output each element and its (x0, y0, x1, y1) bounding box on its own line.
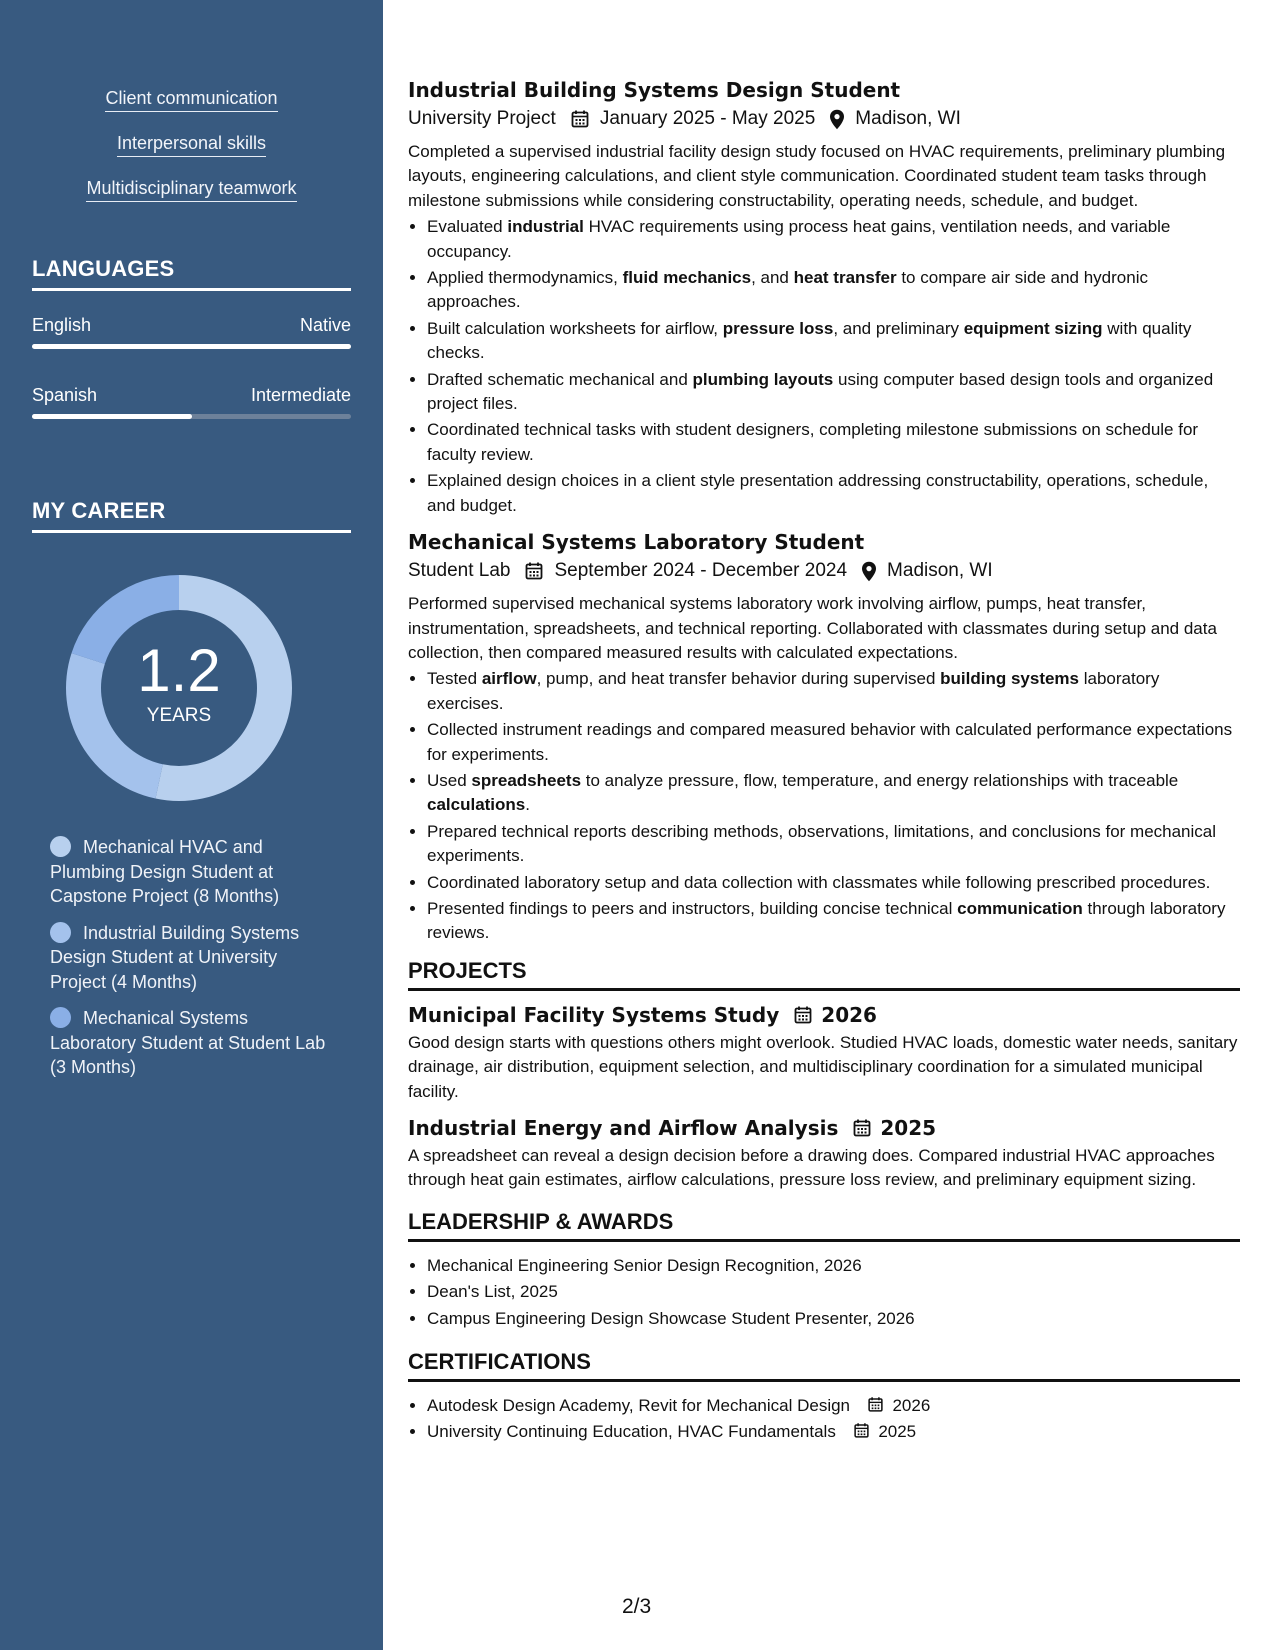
certification-year: 2026 (892, 1396, 931, 1416)
career-heading: MY CAREER (32, 498, 351, 533)
language-spanish (32, 385, 351, 419)
job-dates: January 2025 - May 2025 (599, 108, 816, 129)
career-donut-center (66, 575, 292, 801)
job-org: University Project (408, 108, 556, 129)
career-item-text: Mechanical Systems Laboratory Student at Student Lab (3 Months) (50, 1008, 326, 1077)
awards-heading: LEADERSHIP & AWARDS (408, 1209, 1240, 1242)
calendar-icon (524, 561, 544, 581)
certification-year: 2025 (878, 1422, 917, 1442)
main-content (408, 78, 1240, 1457)
experience-entry (408, 530, 1240, 946)
language-bar-fill (32, 414, 192, 419)
award-item: • Mechanical Engineering Senior Design Recognition, 2026 (427, 1254, 1240, 1278)
award-item: • Campus Engineering Design Showcase Student Presenter, 2026 (427, 1307, 1240, 1331)
career-item-text: Mechanical HVAC and Plumbing Design Student at Capstone Project (8 Months) (50, 837, 280, 906)
bullet-item: • Coordinated laboratory setup and data collection with classmates while following prescribed procedures. (427, 871, 1240, 895)
calendar-icon (793, 1005, 813, 1025)
project-title: Industrial Energy and Airflow Analysis (408, 1116, 839, 1140)
bullet-item: • Drafted schematic mechanical and plumbing layouts using computer based design tools and organized project files. (427, 368, 1240, 417)
project-year: 2025 (880, 1116, 937, 1140)
award-item: • Dean's List, 2025 (427, 1280, 1240, 1304)
job-meta (408, 560, 1240, 582)
bullet-item: • Evaluated industrial HVAC requirements using process heat gains, ventilation needs, and variable occupancy. (427, 215, 1240, 264)
bullet-item: • Tested airflow, pump, and heat transfer behavior during supervised building systems laboratory exercises. (427, 667, 1240, 716)
language-bar-fill (32, 344, 351, 349)
legend-dot-icon (50, 922, 71, 943)
career-unit: YEARS (146, 705, 212, 726)
certifications-heading: CERTIFICATIONS (408, 1349, 1240, 1382)
job-title: Mechanical Systems Laboratory Student (408, 530, 865, 555)
bullet-item: • Coordinated technical tasks with student designers, completing milestone submissions on schedule for faculty review. (427, 418, 1240, 467)
projects-heading: PROJECTS (408, 958, 1240, 991)
certification-name: University Continuing Education, HVAC Fundamentals (427, 1422, 836, 1442)
bullet-item: • Used spreadsheets to analyze pressure, flow, temperature, and energy relationships with traceable calculations. (427, 769, 1240, 818)
job-location: Madison, WI (855, 108, 961, 129)
language-bar (32, 414, 351, 419)
project-description: A spreadsheet can reveal a design decision before a drawing does. Compared industrial HVAC approaches through heat gain estimates, airflow calculations, pressure loss review, and preliminary equipment sizing. (408, 1146, 1215, 1190)
bullet-item: • Prepared technical reports describing methods, observations, limitations, and conclusions for mechanical experiments. (427, 820, 1240, 869)
legend-dot-icon (50, 836, 71, 857)
language-english (32, 315, 351, 349)
sidebar (0, 0, 383, 1650)
job-summary: Performed supervised mechanical systems laboratory work involving airflow, pumps, heat transfer, instrumentation, spreadsheets, and technical reporting. Collaborated with classmates during setup and data collection, then compared measured results with calculated expectations. (408, 594, 1217, 662)
calendar-icon (570, 109, 590, 129)
certification-item (427, 1394, 1240, 1418)
job-bullets (408, 667, 1240, 945)
project-description: Good design starts with questions others might overlook. Studied HVAC loads, domestic water needs, sanitary drainage, air distribution, equipment selection, and multidisciplinary coordination for a simulated municipal facility. (408, 1032, 1238, 1101)
skill-item: Client communication (105, 88, 277, 112)
bullet-item: • Explained design choices in a client style presentation addressing constructability, operations, schedule, and budget. (427, 469, 1240, 518)
job-location: Madison, WI (887, 560, 993, 582)
location-pin-icon (829, 109, 845, 130)
bullet-item: • Collected instrument readings and compared measured behavior with calculated performance expectations for experiments. (427, 718, 1240, 767)
job-org: Student Lab (408, 560, 511, 582)
bullet-item: • Built calculation worksheets for airflow, pressure loss, and preliminary equipment sizing with quality checks. (427, 317, 1240, 366)
career-total: 1.2 (137, 637, 221, 704)
career-item-text: Industrial Building Systems Design Student at University Project (4 Months) (50, 922, 300, 992)
certification-item (427, 1420, 1240, 1444)
language-name: English (32, 315, 92, 335)
language-level: Native (299, 315, 351, 335)
language-name: Spanish (32, 385, 98, 405)
page-number: 2/3 (622, 1595, 652, 1618)
career-legend (50, 835, 330, 1092)
calendar-icon (852, 1118, 872, 1138)
legend-dot-icon (50, 1007, 71, 1028)
calendar-icon (867, 1396, 884, 1413)
project-entry (408, 1003, 1240, 1104)
language-bar (32, 344, 351, 349)
skills-list (0, 0, 383, 223)
awards-list (408, 1254, 1240, 1331)
job-summary: Completed a supervised industrial facility design study focused on HVAC requirements, preliminary plumbing layouts, engineering calculations, and client style communication. Coordinated student team tasks through milestone submissions while considering constructability, operating needs, schedule, and budget. (408, 142, 1226, 210)
job-bullets (408, 215, 1240, 518)
career-item (50, 1006, 330, 1080)
skill-item: Multidisciplinary teamwork (86, 178, 296, 202)
certification-name: Autodesk Design Academy, Revit for Mechanical Design (427, 1396, 850, 1416)
bullet-item: • Presented findings to peers and instructors, building concise technical communication through laboratory reviews. (427, 897, 1240, 946)
skill-item: Interpersonal skills (117, 133, 266, 157)
job-meta (408, 108, 1240, 130)
project-title: Municipal Facility Systems Study (408, 1002, 780, 1027)
project-entry (408, 1116, 1240, 1193)
language-level: Intermediate (250, 385, 351, 405)
location-pin-icon (861, 561, 877, 582)
career-item (50, 921, 330, 995)
bullet-item: • Applied thermodynamics, fluid mechanics, and heat transfer to compare air side and hydronic approaches. (427, 266, 1240, 315)
job-title: Industrial Building Systems Design Student (408, 78, 901, 102)
certifications-list (408, 1394, 1240, 1445)
experience-entry (408, 78, 1240, 518)
calendar-icon (853, 1422, 870, 1439)
project-year: 2026 (821, 1002, 877, 1027)
job-dates: September 2024 - December 2024 (554, 560, 848, 582)
career-item (50, 835, 330, 909)
languages-heading: LANGUAGES (32, 256, 351, 291)
